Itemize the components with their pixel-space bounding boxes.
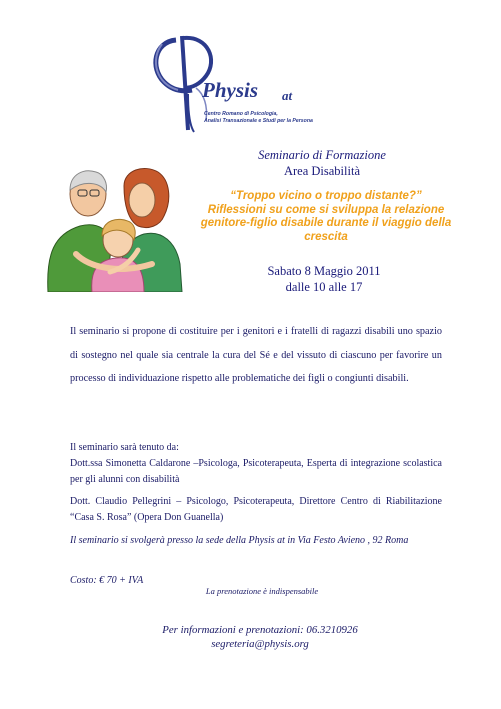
logo-subtitle-line1: Centro Romano di Psicologia, (204, 111, 278, 117)
family-illustration (40, 164, 190, 292)
physis-logo (148, 34, 338, 134)
booking-note: La prenotazione è indispensabile (205, 586, 319, 596)
logo-name: Physis (202, 78, 259, 102)
seminar-quote (178, 190, 474, 244)
logo-subtitle (204, 111, 313, 125)
quote-line-1: “Troppo vicino o troppo distante?” (230, 190, 422, 202)
logo-subtitle-line2: Analisi Transazionale e Studi per la Persona (204, 118, 313, 124)
speaker-caldarone: Dott.ssa Simonetta Caldarone –Psicologa, Psicoterapeuta, Esperta di integrazione scolastica per gli alunni con disabilità (70, 458, 442, 485)
logo-suffix: at (282, 88, 293, 103)
contact-info: Per informazioni e prenotazioni: 06.3210926 (162, 624, 358, 636)
speakers-heading: Il seminario sarà tenuto da: (70, 442, 179, 453)
quote-line-2: Riflessioni su come si sviluppa la relazione (207, 203, 445, 216)
quote-line-3: genitore-figlio disabile durante il viaggio della (200, 217, 452, 229)
seminar-date: Sabato 8 Maggio 2011 (267, 264, 381, 278)
description-paragraph: Il seminario si propone di costituire per i genitori e i fratelli di ragazzi disabili uno spazio di sostegno nel quale sia centrale la cura del Sé e del vissuto di ciascuno per favorire un processo di individuazione rispetto alle problematiche dei figli o congiunti disabili. (70, 326, 442, 384)
speaker-pellegrini: Dott. Claudio Pellegrini – Psicologo, Psicoterapeuta, Direttore Centro di Riabilitazione “Casa S. Rosa” (Opera Don Guanella) (70, 496, 442, 523)
family-hug-icon (40, 164, 190, 292)
contact-email[interactable]: segreteria@physis.org (211, 638, 309, 650)
seminar-hours: dalle 10 alle 17 (285, 280, 363, 294)
quote-line-4: crescita (304, 230, 348, 243)
cost-text: Costo: € 70 + IVA (70, 575, 144, 586)
venue-text: Il seminario si svolgerà presso la sede della Physis at in Via Festo Avieno , 92 Roma (70, 535, 409, 546)
seminar-title: Seminario di Formazione (258, 148, 386, 162)
seminar-area: Area Disabilità (283, 164, 360, 178)
